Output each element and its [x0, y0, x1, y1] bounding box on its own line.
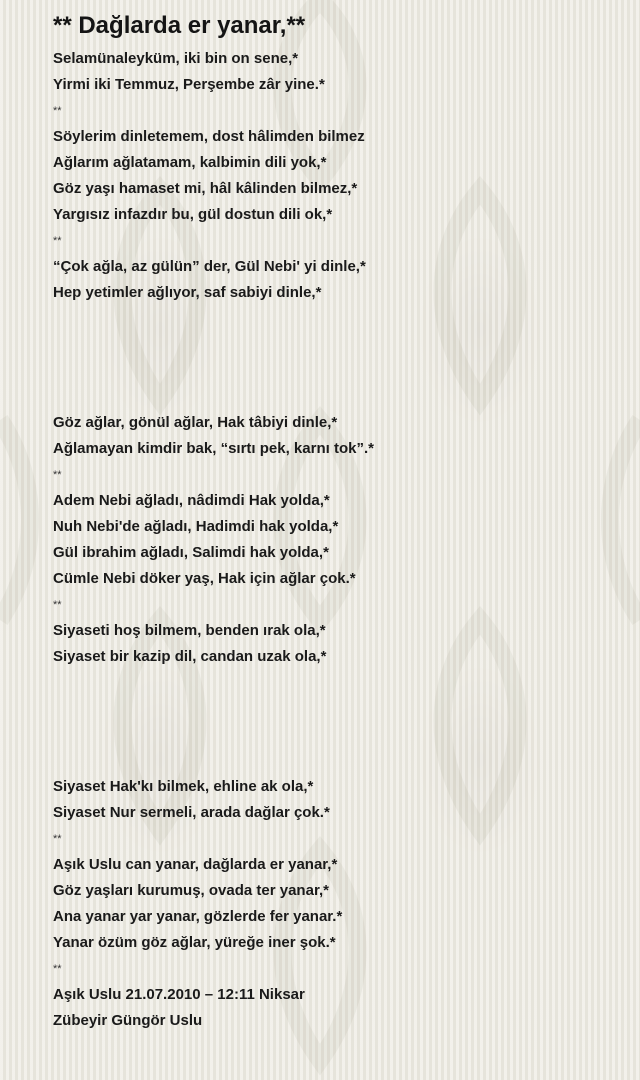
stanza-separator: ** — [53, 599, 62, 611]
poem-line: Yirmi iki Temmuz, Perşembe zâr yine.* — [53, 76, 325, 93]
poem-line: Ağlamayan kimdir bak, “sırtı pek, karnı tok”.* — [53, 440, 374, 457]
stanza-block-3 — [53, 774, 613, 1034]
poem-line: Göz yaşları kurumuş, ovada ter yanar,* — [53, 882, 329, 899]
stanza-separator: ** — [53, 105, 62, 117]
poem-line: Gül ibrahim ağladı, Salimdi hak yolda,* — [53, 544, 329, 561]
poem-line: Siyaset bir kazip dil, candan uzak ola,* — [53, 648, 327, 665]
poem-line: Siyaset Nur sermeli, arada dağlar çok.* — [53, 804, 330, 821]
poem-container — [53, 10, 613, 1034]
poem-title: ** Dağlarda er yanar,** — [53, 12, 306, 39]
poem-line: Siyaset Hak'kı bilmek, ehline ak ola,* — [53, 778, 314, 795]
poem-line: Siyaseti hoş bilmem, benden ırak ola,* — [53, 622, 326, 639]
blank-gap — [53, 306, 613, 410]
poem-line: Ağlarım ağlatamam, kalbimin dili yok,* — [53, 154, 327, 171]
author-signature: Aşık Uslu 21.07.2010 – 12:11 Niksar — [53, 986, 305, 1003]
stanza-block-1 — [53, 46, 613, 306]
stanza-block-2 — [53, 410, 613, 670]
stanza-separator: ** — [53, 235, 62, 247]
author-name: Zübeyir Güngör Uslu — [53, 1012, 203, 1029]
stanza-separator: ** — [53, 469, 62, 481]
poem-line: Aşık Uslu can yanar, dağlarda er yanar,* — [53, 856, 338, 873]
poem-line: Hep yetimler ağlıyor, saf sabiyi dinle,* — [53, 284, 322, 301]
poem-line: Cümle Nebi döker yaş, Hak için ağlar çok.* — [53, 570, 356, 587]
poem-line: Göz yaşı hamaset mi, hâl kâlinden bilmez,* — [53, 180, 358, 197]
poem-line: Nuh Nebi'de ağladı, Hadimdi hak yolda,* — [53, 518, 339, 535]
stanza-separator: ** — [53, 833, 62, 845]
poem-line: Söylerim dinletemem, dost hâlimden bilmez — [53, 128, 365, 145]
poem-line: “Çok ağla, az gülün” der, Gül Nebi' yi dinle,* — [53, 258, 366, 275]
poem-line: Yargısız infazdır bu, gül dostun dili ok,* — [53, 206, 333, 223]
blank-gap — [53, 670, 613, 774]
poem-line: Selamünaleyküm, iki bin on sene,* — [53, 50, 299, 67]
poem-line: Ana yanar yar yanar, gözlerde fer yanar.* — [53, 908, 343, 925]
poem-line: Adem Nebi ağladı, nâdimdi Hak yolda,* — [53, 492, 330, 509]
stanza-separator: ** — [53, 963, 62, 975]
poem-line: Göz ağlar, gönül ağlar, Hak tâbiyi dinle,* — [53, 414, 338, 431]
poem-line: Yanar özüm göz ağlar, yüreğe iner şok.* — [53, 934, 336, 951]
